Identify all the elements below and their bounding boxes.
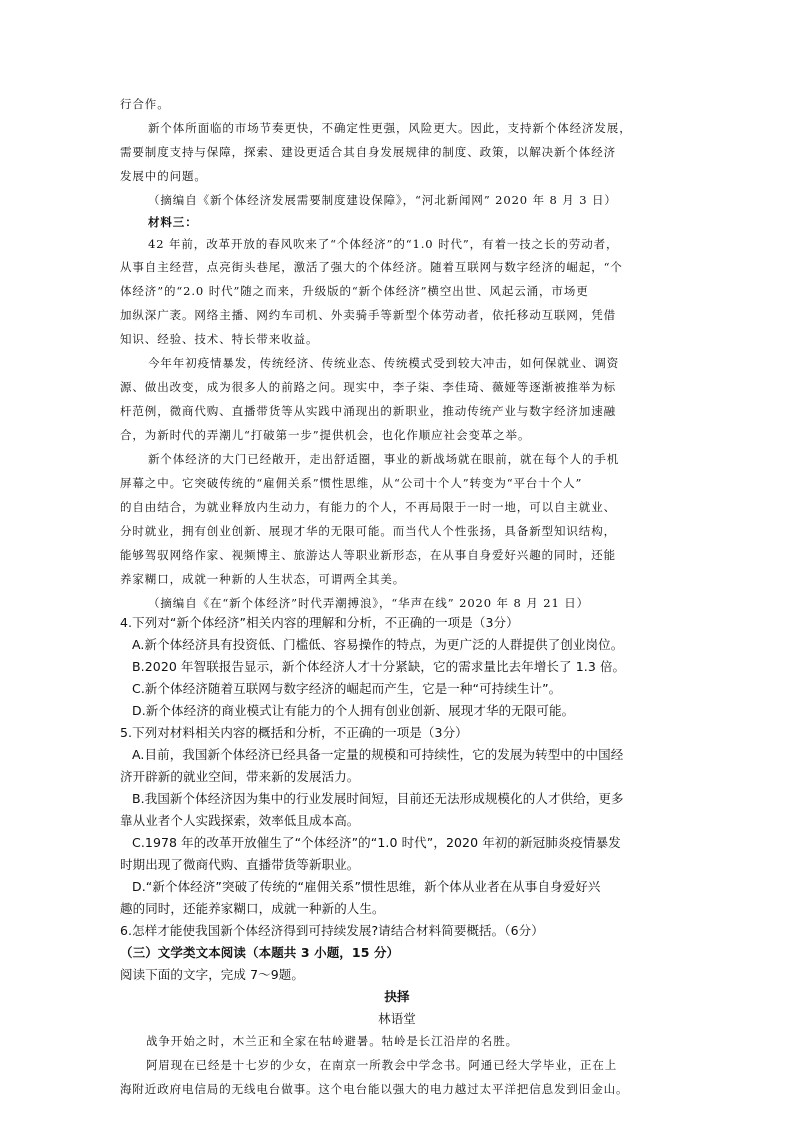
text-line: 知识、经验、技术、特长带来收益。	[120, 332, 319, 346]
option-d: D.新个体经济的商业模式让有能力的个人拥有创业创新、展现才华的无限可能。	[132, 703, 575, 718]
option-c: C.1978 年的改革开放催生了“个体经济”的“1.0 时代”，2020 年初的新冠肺炎疫情暴发	[132, 835, 621, 850]
text-line: 趣的同时，还能养家糊口，成就一种新的人生。	[120, 901, 385, 916]
section-heading: （三）文学类文本阅读（本题共 3 小题，15 分）	[120, 945, 400, 960]
question-5: 5.下列对材料相关内容的概括和分析，不正确的一项是（3分）	[120, 725, 468, 740]
text-line: 分时就业，拥有创业创新、展现才华的无限可能。而当代人个性张扬，具备新型知识结构，	[120, 524, 616, 538]
question-4: 4.下列对“新个体经济”相关内容的理解和分析，不正确的一项是（3分）	[120, 615, 519, 630]
option-a: A.新个体经济具有投资低、门槛低、容易操作的特点，为更广泛的人群提供了创业岗位。	[132, 637, 624, 652]
instruction: 阅读下面的文字，完成 7～9题。	[120, 967, 304, 982]
text-line: 体经济”的“2.0 时代”随之而来，升级版的“新个体经济”横空出世、风起云涌，市场更	[120, 284, 589, 298]
text-line: 新个体所面临的市场节奏更快，不确定性更强，风险更大。因此，支持新个体经济发展，	[148, 121, 632, 135]
source-citation: （摘编自《在“新个体经济”时代弄潮搏浪》，“华声在线” 2020 年 8 月 21 日）	[148, 596, 590, 610]
text-line: 海附近政府电信局的无线电台做事。这个电台能以强大的电力越过太平洋把信息发到旧金山。	[120, 1082, 629, 1096]
text-line: 养家糊口，成就一种新的人生状态，可谓两全其美。	[120, 572, 406, 586]
text-line: 发展中的问题。	[120, 169, 207, 183]
text-line: 加纵深广袤。网络主播、网约车司机、外卖骑手等新型个体劳动者，依托移动互联网，凭借	[120, 308, 616, 322]
text-line: 济开辟新的就业空间，带来新的发展活力。	[120, 769, 360, 784]
option-b: B.2020 年智联报告显示，新个体经济人才十分紧缺，它的需求量比去年增长了 1.3 倍。	[132, 659, 626, 674]
text-line: 的自由结合，为就业释放内生动力，有能力的个人，不再局限于一时一地，可以自主就业、	[120, 500, 616, 514]
story-author: 林语堂	[378, 1011, 416, 1026]
option-d: D.“新个体经济”突破了传统的“雇佣关系”惯性思维，新个体从业者在从事自身爱好兴	[132, 879, 601, 894]
text-line: 从事自主经营，点亮街头巷尾，激活了强大的个体经济。随着互联网与数字经济的崛起，“个	[120, 260, 623, 274]
text-line: 屏幕之中。它突破传统的“雇佣关系”惯性思维，从“公司十个人”转变为“平台十个人”	[120, 476, 583, 490]
question-6: 6.怎样才能使我国新个体经济得到可持续发展?请结合材料简要概括。（6分）	[120, 923, 544, 938]
option-b: B.我国新个体经济因为集中的行业发展时间短，目前还无法形成规模化的人才供给，更多	[132, 791, 624, 806]
text-line: 靠从业者个人实践探索，效率低且成本高。	[120, 813, 360, 828]
text-line: 合，为新时代的弄潮儿“打破第一步”提供机会，也化作顺应社会变革之举。	[120, 428, 531, 442]
section-heading: 材料三：	[148, 215, 198, 229]
text-line: 新个体经济的大门已经敞开，走出舒适圈，事业的新战场就在眼前，就在每个人的手机	[148, 452, 620, 466]
text-line: 今年年初疫情暴发，传统经济、传统业态、传统模式受到较大冲击，如何保就业、调资	[148, 356, 620, 370]
story-title: 抉择	[384, 989, 410, 1004]
option-c: C.新个体经济随着互联网与数字经济的崛起而产生，它是一种“可持续生计”。	[132, 681, 562, 696]
text-line: 需要制度支持与保障，探索、建设更适合其自身发展规律的制度、政策，以解决新个体经济	[120, 145, 616, 159]
source-citation: （摘编自《新个体经济发展需要制度建设保障》，“河北新闻网” 2020 年 8 月 3 日）	[148, 193, 617, 207]
text-line: 42 年前，改革开放的春风吹来了“个体经济”的“1.0 时代”，有着一技之长的劳动者，	[148, 237, 619, 251]
option-a: A.目前，我国新个体经济已经具备一定量的规模和可持续性，它的发展为转型中的中国经	[132, 747, 624, 762]
text-line: 时期出现了微商代购、直播带货等新职业。	[120, 857, 360, 872]
text-line: 能够驾驭网络作家、视频博主、旅游达人等职业新形态，在从事自身爱好兴趣的同时，还能	[120, 548, 616, 562]
text-line: 行合作。	[120, 97, 170, 111]
text-line: 杆范例，微商代购、直播带货等从实践中涌现出的新职业，推动传统产业与数字经济加速融	[120, 404, 616, 418]
text-line: 战争开始之时，木兰正和全家在牯岭避暑。牯岭是长江沿岸的名胜。	[146, 1034, 518, 1048]
text-line: 阿眉现在已经是十七岁的少女，在南京一所教会中学念书。阿通已经大学毕业，正在上	[146, 1058, 618, 1072]
text-line: 源、做出改变，成为很多人的前路之问。现实中，李子柒、李佳琦、薇娅等逐渐被推举为标	[120, 380, 616, 394]
